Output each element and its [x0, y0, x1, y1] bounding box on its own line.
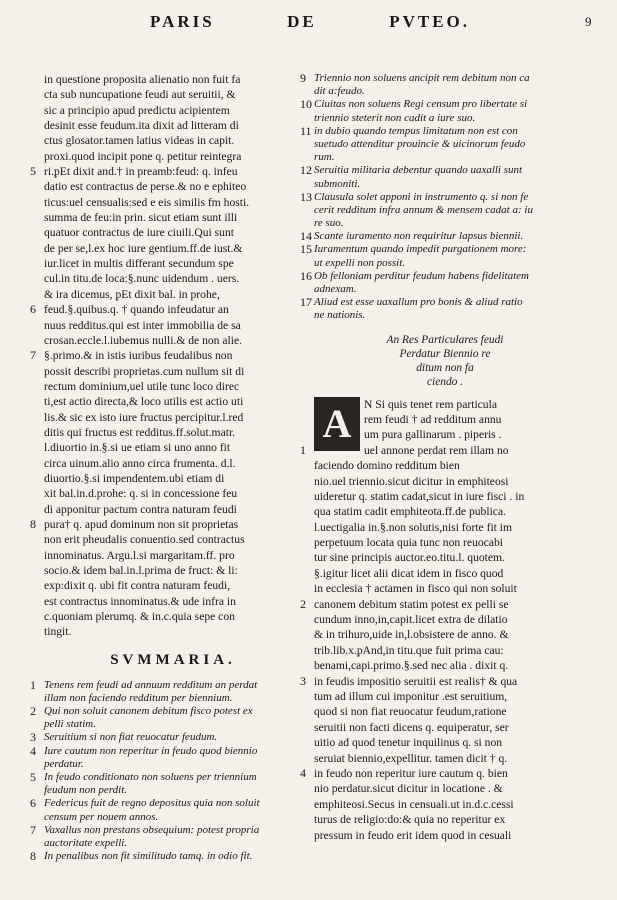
summary-text: Scante iuramento non requiritur lapsus biennii.: [314, 230, 524, 243]
margin-number: 8: [30, 516, 36, 531]
summary-text: Seruitia militaria debentur quando uaxalli sunt: [314, 164, 523, 177]
text-line: [44, 609, 302, 624]
text-line: [314, 658, 576, 673]
text-line: [44, 548, 302, 563]
text-line: [44, 103, 302, 118]
summary-number: 13: [300, 189, 312, 204]
line-text: in questione proposita alienatio non fuit fa: [44, 73, 241, 86]
text-line: [44, 241, 302, 256]
line-text: perpetuum locata quia tunc non reuocabi: [314, 536, 503, 550]
summary-line: [300, 295, 576, 310]
summary-line: [314, 204, 576, 217]
summary-line: [300, 97, 576, 112]
line-text: diuortio.§.si impendentem.ubi etiam di: [44, 471, 225, 485]
line-text: in feudis impositio seruitii est realis† & qua: [314, 674, 518, 688]
text-line: [44, 578, 302, 593]
line-text: nio perdatur.sicut dicitur in locatione . &: [314, 782, 503, 796]
text-line: [44, 456, 302, 471]
line-text: non erit pheudalis conuentio.sed contractus: [44, 533, 245, 547]
line-text: l.diuortio in.§.si ue etiam si uno anno fit: [44, 441, 231, 455]
margin-number: 6: [30, 302, 36, 317]
summary-text: In penalibus non fit similitudo tamq. in odio fit.: [44, 850, 253, 863]
line-text: innominatus. Argu.l.si margaritam.ff. pro: [44, 548, 235, 562]
text-line: [314, 489, 576, 504]
line-text: & ira dicemus, ᵱEt dixit bal. in prohe,: [44, 287, 220, 301]
text-line: [314, 828, 576, 843]
heading-line: Perdatur Biennio re: [399, 347, 491, 360]
text-line: [44, 179, 302, 194]
right-body-text: [300, 397, 576, 843]
text-line: [300, 596, 576, 612]
line-text: ri.ᵱEt dixit and.† in preamb:feud: q. infeu: [44, 165, 238, 179]
text-line: [44, 195, 302, 210]
line-text: nio.uel triennio.sicut dicitur in emphiteosi: [314, 474, 509, 488]
header-word-1: PARIS: [150, 12, 215, 31]
line-text: ti,est actio directa,& loco utilis est actio uti: [44, 395, 244, 409]
text-line: [300, 442, 576, 458]
line-text: cta sub nuncupatione feudi aut seruitii, &: [44, 88, 236, 102]
line-text: quatuor contractus de iure ciuili.Qui sunt: [44, 226, 234, 240]
text-line: [44, 364, 302, 379]
text-line: [44, 594, 302, 609]
line-text: tur sine principis auctor.eo.titu.l. quotem.: [314, 551, 505, 565]
summary-number: 12: [300, 163, 312, 178]
text-line: [314, 535, 576, 550]
summary-number: 2: [30, 704, 36, 719]
margin-number: 4: [300, 765, 306, 780]
summary-text: cerit redditum infra annum & mensem cadat a: iu: [314, 203, 533, 216]
text-line: [44, 394, 302, 409]
line-text: lis.& sic ex isto iure fructus percipitur.l.red: [44, 410, 244, 424]
heading-line: ditum non fa: [416, 361, 474, 374]
summary-text: Iure cautum non reperitur in feudo quod biennio: [44, 744, 258, 757]
summary-text: Iuramentum quando impedit purgationem more:: [314, 243, 527, 256]
text-line: [314, 643, 576, 658]
line-text: uideretur q. statim cadat,sicut in iure fisci . in: [314, 489, 525, 503]
text-line: [300, 673, 576, 689]
summary-text: triennio steterit non cadit a iure suo.: [314, 111, 476, 124]
summary-line: [300, 229, 576, 244]
right-column: [300, 71, 576, 843]
text-line: [314, 627, 576, 642]
line-text: datio est contractus de perse.& no e ephiteo: [44, 180, 247, 194]
summary-text: re suo.: [314, 217, 344, 230]
line-text: uel annone perdat rem illam no: [364, 443, 509, 457]
line-text: trib.lib.x.ᵱAnd,in titu.que fuit prima cau:: [314, 643, 504, 657]
line-text: qua statim cadit emphiteota.ff.de publica.: [314, 505, 506, 519]
summary-line: [314, 85, 576, 98]
text-line: [314, 566, 576, 581]
line-text: ditis qui fructus est redditus.ff.solut.matr.: [44, 425, 236, 439]
summary-number: 15: [300, 242, 312, 257]
running-header: [150, 12, 470, 32]
summary-text: Triennio non soluens ancipit rem debitum non ca: [314, 72, 530, 84]
summary-text: Clausula solet apponi in instrumento q. si non fe: [314, 190, 529, 203]
summary-line: [314, 138, 576, 151]
decorated-initial: A: [314, 397, 360, 451]
summary-line: [314, 151, 576, 164]
summary-line: [44, 811, 302, 824]
text-line: [314, 612, 576, 627]
line-text: turus de religio:do:& quia no reperitur ex: [314, 813, 506, 827]
summary-text: Tenens rem feudi ad annuum redditum an perdat: [44, 678, 258, 691]
line-text: di apponitur pactum contra naturam feudi: [44, 502, 237, 516]
text-line: [44, 333, 302, 348]
line-text: ticus:uel censualis:sed e eis similis fm hosti.: [44, 195, 250, 209]
line-text: uitio ad quod tenetur inquilinus q. si non: [314, 736, 503, 750]
summary-text: Qui non soluit canonem debitum fisco potest ex: [44, 705, 253, 718]
text-line: [44, 256, 302, 271]
line-text: um pura gallinarum . piperis .: [364, 428, 502, 442]
summary-line: [30, 822, 302, 837]
page-number: 9: [585, 14, 592, 29]
line-text: ctus glosator.tamen latius videas in capit.: [44, 134, 235, 148]
summary-line: [314, 309, 576, 322]
text-line: [44, 410, 302, 425]
text-line: [44, 87, 302, 102]
summary-line: [44, 692, 302, 705]
line-text: faciendo domino redditum bien: [314, 459, 460, 473]
summary-text: adnexam.: [314, 283, 357, 295]
text-line: [314, 412, 576, 427]
line-text: iur.licet in multis differant secundum spe: [44, 257, 234, 271]
margin-number: 7: [30, 348, 36, 363]
summary-number: 5: [30, 770, 36, 785]
text-line: [44, 72, 302, 87]
summary-line: [30, 770, 302, 785]
line-text: circa uinum.alio anno circa frumenta. d.l.: [44, 456, 236, 470]
summary-text: in dubio quando tempus limitatum non est con: [314, 124, 518, 137]
left-column: [30, 72, 302, 864]
text-line: [314, 504, 576, 519]
summary-line: [314, 178, 576, 191]
line-text: summa de feu:in prin. sicut etiam sunt illi: [44, 211, 238, 225]
line-text: de per se,l.ex hoc iure gentium.ff.de iust.&: [44, 241, 243, 255]
line-text: emphiteosi.Secus in censuali.ut in.d.c.cessi: [314, 797, 514, 811]
line-text: N Si quis tenet rem particula: [364, 397, 497, 411]
summaria-list: [30, 677, 302, 864]
text-line: [314, 427, 576, 442]
summary-line: [30, 743, 302, 758]
summary-line: [300, 189, 576, 204]
summary-number: 11: [300, 123, 312, 138]
text-line: [314, 458, 576, 473]
line-text: est contractus innominatus.& ude infra in: [44, 594, 236, 608]
text-line: [314, 704, 576, 719]
summary-text: In feudo conditionato non soluens per triennium: [44, 771, 257, 784]
text-line: [44, 502, 302, 517]
line-text: canonem debitum statim potest ex pelli se: [314, 597, 509, 611]
text-line: [44, 624, 302, 639]
summary-number: 9: [300, 71, 306, 85]
text-line: [44, 133, 302, 148]
text-line: [44, 486, 302, 501]
summary-text: dit a:feudo.: [314, 85, 365, 98]
summary-text: ne nationis.: [314, 309, 366, 322]
text-line: [314, 812, 576, 827]
line-text: proxi.quod incipit pone q. petitur reintegra: [44, 149, 242, 163]
summary-line: [314, 217, 576, 230]
line-text: tum ad illum cui imponitur .est seruitium,: [314, 689, 508, 703]
text-line: [314, 781, 576, 796]
summary-number: 1: [30, 677, 36, 692]
line-text: rem feudi † ad redditum annu: [364, 412, 502, 426]
summary-line: [44, 837, 302, 850]
line-text: socio.& idem bal.in.l.prima de fruct: & li:: [44, 564, 238, 577]
line-text: c.quoniam plerumq. & in.c.quia sepe con: [44, 610, 235, 624]
margin-number: 3: [300, 673, 306, 688]
text-line: [44, 440, 302, 455]
summary-number: 16: [300, 268, 312, 283]
summary-text: Seruitium si non fiat reuocatur feudum.: [44, 731, 218, 744]
summary-line: [314, 112, 576, 125]
text-line: [44, 532, 302, 547]
text-line: [314, 751, 576, 766]
line-text: feud.§.quibus.q. † quando infeudatur an: [44, 303, 229, 317]
summaria-list-continued: [300, 71, 576, 323]
summary-text: Aliud est esse uaxallum pro bonis & aliud ratio: [314, 296, 523, 309]
summary-number: 4: [30, 743, 36, 758]
summary-text: Federicus fuit de regno depositus quia non soluit: [44, 797, 260, 810]
text-line: [314, 550, 576, 565]
line-text: xit bal.in.d.prohe: q. si in concessione feu: [44, 487, 238, 501]
text-line: [44, 287, 302, 302]
line-text: possit describi proprietas.cum nullum sit di: [44, 364, 245, 378]
text-line: [30, 348, 302, 363]
summary-number: 17: [300, 295, 312, 310]
chapter-heading: [314, 333, 576, 389]
margin-number: 1: [300, 442, 306, 457]
summary-text: rum.: [314, 151, 335, 164]
summary-line: [300, 242, 576, 257]
line-text: & in trihuro,uide in,l.obsistere de anno. &: [314, 628, 509, 642]
margin-number: 2: [300, 596, 306, 611]
text-line: [314, 797, 576, 812]
text-line: [314, 520, 576, 535]
line-text: desinit esse feudum.ita dixit ad litteram di: [44, 119, 239, 133]
summary-line: [30, 796, 302, 811]
summary-text: submoniti.: [314, 177, 361, 190]
text-line: [44, 425, 302, 440]
summary-text: auctoritate expelli.: [44, 836, 128, 849]
text-line: [44, 318, 302, 333]
summary-line: [30, 849, 302, 864]
text-line: [314, 735, 576, 750]
line-text: exp:dixit q. ubi fit contra naturam feudi,: [44, 579, 231, 593]
summary-text: suetudo attenditur prouincie & uicinorum feudo: [314, 137, 526, 150]
text-line: [44, 563, 302, 578]
text-line: [314, 720, 576, 735]
line-text: tingit.: [44, 625, 72, 639]
text-line: [314, 689, 576, 704]
line-text: benami,capi.primo.§.sed nec alia . dixit q.: [314, 659, 509, 673]
text-line: [30, 516, 302, 532]
margin-number: 5: [30, 164, 36, 179]
summary-line: [44, 758, 302, 771]
line-text: in ecclesia † actamen in fisco qui non soluit: [314, 582, 517, 596]
summary-number: 10: [300, 97, 312, 112]
text-line: [314, 397, 576, 412]
text-line: [30, 302, 302, 317]
line-text: §.igitur licet alii dicat idem in fisco quod: [314, 566, 504, 580]
header-word-3: PVTEO.: [389, 12, 470, 31]
summary-line: [314, 283, 576, 296]
summary-line: [30, 677, 302, 692]
summary-text: censum per nouem annos.: [44, 810, 159, 823]
summary-text: Ciuitas non soluens Regi censum pro libertate si: [314, 98, 528, 111]
line-text: seruiat biennio,expellitur. tamen dicit † q.: [314, 751, 508, 765]
line-text: rectum dominium,uel utile tunc loco direc: [44, 379, 240, 393]
summary-text: perdatur.: [44, 757, 84, 770]
summary-text: Ob felloniam perditur feudum habens fidelitatem: [314, 269, 529, 282]
summary-line: [300, 163, 576, 178]
line-text: quod si non fiat reuocatur feudum,ratione: [314, 705, 507, 719]
text-line: [30, 164, 302, 179]
text-line: [44, 210, 302, 225]
line-text: pressum in feudo erit idem quod in cesuali: [314, 828, 512, 842]
summary-line: [314, 257, 576, 270]
line-text: pura† q. apud dominum non sit proprietas: [44, 517, 239, 531]
summary-text: illam non faciendo redditum per biennium.: [44, 691, 233, 704]
summary-text: pelli statim.: [44, 718, 96, 731]
summary-line: [30, 730, 302, 745]
summary-text: Vaxallus non prestans obsequium: potest propria: [44, 823, 260, 836]
line-text: crosan.eccle.l.iubemus nulli.& de non alie.: [44, 333, 242, 347]
line-text: in feudo non reperitur iure cautum q. bien: [314, 766, 508, 780]
line-text: nuus redditus.qui est inter immobilia de sa: [44, 318, 241, 332]
summary-text: ut expelli non possit.: [314, 256, 406, 269]
left-body-text: [30, 72, 302, 640]
summary-line: [30, 704, 302, 719]
summary-line: [44, 718, 302, 731]
text-line: [314, 581, 576, 596]
line-text: §.primo.& in istis iuribus feudalibus non: [44, 349, 233, 363]
line-text: seruitii non facti dicens q. equiperatur, ser: [314, 720, 509, 734]
text-line: [314, 474, 576, 489]
text-line: [44, 225, 302, 240]
summary-line: [300, 268, 576, 283]
summary-number: 3: [30, 730, 36, 745]
summary-text: feudum non perdit.: [44, 784, 127, 797]
summary-number: 14: [300, 229, 312, 244]
text-line: [44, 271, 302, 286]
heading-line: ciendo .: [426, 375, 464, 388]
line-text: cul.in titu.de loca:§.nunc uidendum . uers.: [44, 272, 240, 286]
text-line: [44, 118, 302, 133]
summary-line: [300, 123, 576, 138]
text-line: [44, 149, 302, 164]
summary-number: 8: [30, 849, 36, 864]
summary-line: [300, 71, 576, 85]
summary-number: 7: [30, 822, 36, 837]
summary-number: 6: [30, 796, 36, 811]
summary-line: [44, 784, 302, 797]
header-word-2: DE: [287, 12, 317, 31]
line-text: sic a principio apud predictu acipientem: [44, 103, 230, 117]
line-text: l.uectigalia in.§.non solutis,nisi forte fit im: [314, 520, 513, 534]
text-line: [44, 379, 302, 394]
text-line: [44, 471, 302, 486]
summaria-title: SVMMARIA.: [110, 651, 236, 668]
line-text: cundum inno,in,capit.licet extra de dilatio: [314, 613, 508, 627]
heading-line: An Res Particulares feudi: [386, 333, 504, 346]
text-line: [300, 765, 576, 781]
